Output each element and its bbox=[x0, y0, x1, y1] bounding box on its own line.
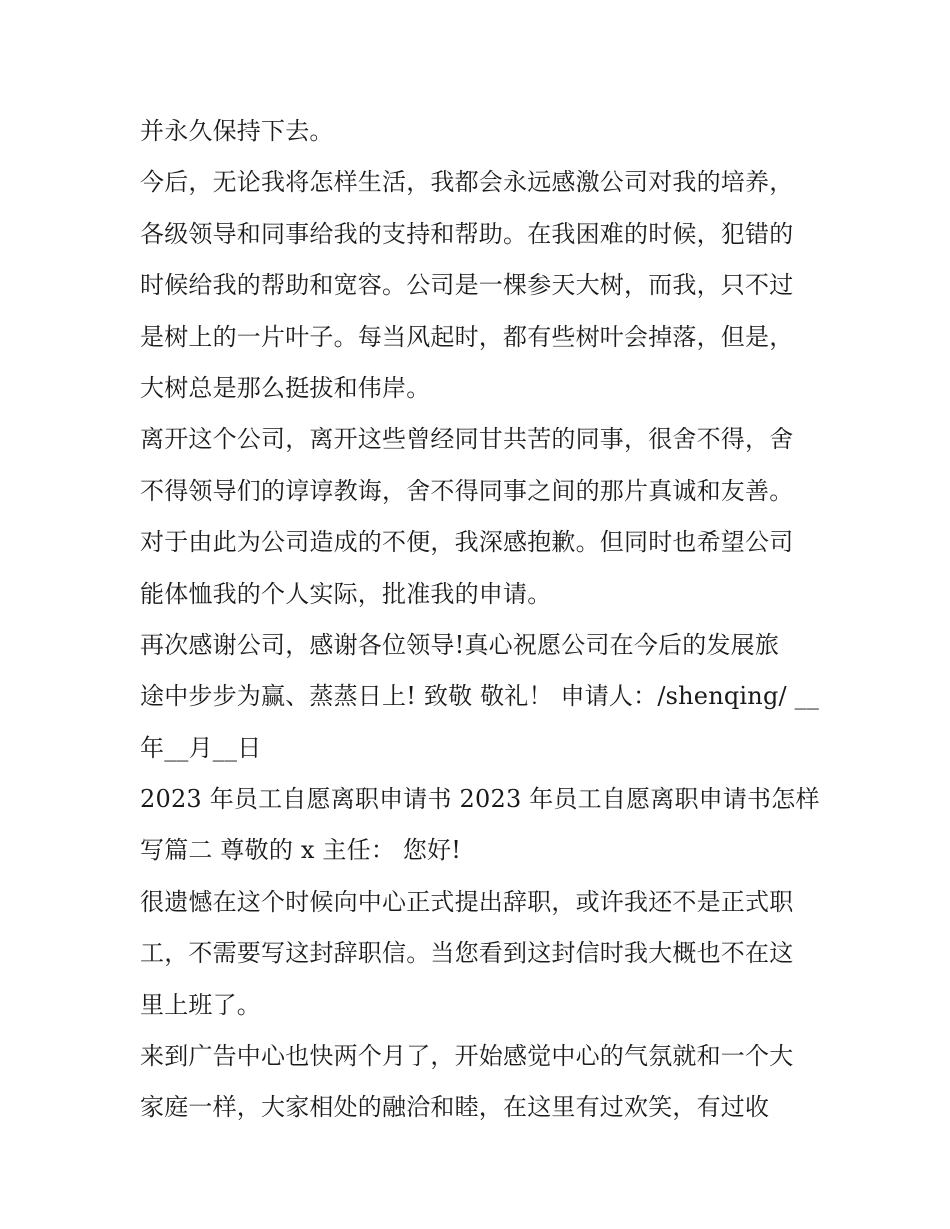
text-line-4: 时候给我的帮助和宽容。公司是一棵参天大树，而我，只不过 bbox=[140, 271, 794, 300]
text-line-18: 里上班了。 bbox=[140, 990, 261, 1019]
text-line-10: 能体恤我的个人实际，批准我的申请。 bbox=[140, 579, 552, 608]
text-line-9: 对于由此为公司造成的不便，我深感抱歉。但同时也希望公司 bbox=[140, 528, 794, 557]
text-line-20: 家庭一样，大家相处的融洽和睦，在这里有过欢笑，有过收 bbox=[140, 1093, 770, 1122]
text-line-14: 2023 年员工自愿离职申请书 2023 年员工自愿离职申请书怎样 bbox=[140, 785, 820, 814]
text-line-8: 不得领导们的谆谆教诲，舍不得同事之间的那片真诚和友善。 bbox=[140, 476, 794, 505]
document-page bbox=[140, 106, 820, 1134]
text-line-1: 并永久保持下去。 bbox=[140, 117, 334, 145]
text-line-7: 离开这个公司，离开这些曾经同甘共苦的同事，很舍不得，舍 bbox=[140, 425, 794, 454]
text-line-2: 今后，无论我将怎样生活，我都会永远感激公司对我的培养， bbox=[140, 168, 794, 197]
text-line-11: 再次感谢公司，感谢各位领导!真心祝愿公司在今后的发展旅 bbox=[140, 630, 780, 659]
text-line-6: 大树总是那么挺拔和伟岸。 bbox=[140, 373, 431, 402]
text-line-15: 写篇二 尊敬的 x 主任： 您好! bbox=[140, 836, 462, 865]
text-line-12: 途中步步为赢、蒸蒸日上! 致敬 敬礼！ 申请人：/shenqing/ __ bbox=[140, 682, 820, 711]
text-line-16: 很遗憾在这个时候向中心正式提出辞职，或许我还不是正式职 bbox=[140, 887, 794, 916]
text-line-17: 工，不需要写这封辞职信。当您看到这封信时我大概也不在这 bbox=[140, 939, 794, 968]
text-line-5: 是树上的一片叶子。每当风起时，都有些树叶会掉落，但是， bbox=[140, 322, 794, 351]
text-line-19: 来到广告中心也快两个月了，开始感觉中心的气氛就和一个大 bbox=[140, 1042, 794, 1071]
text-line-13: 年__月__日 bbox=[140, 733, 262, 762]
text-line-3: 各级领导和同事给我的支持和帮助。在我困难的时候，犯错的 bbox=[140, 219, 794, 248]
